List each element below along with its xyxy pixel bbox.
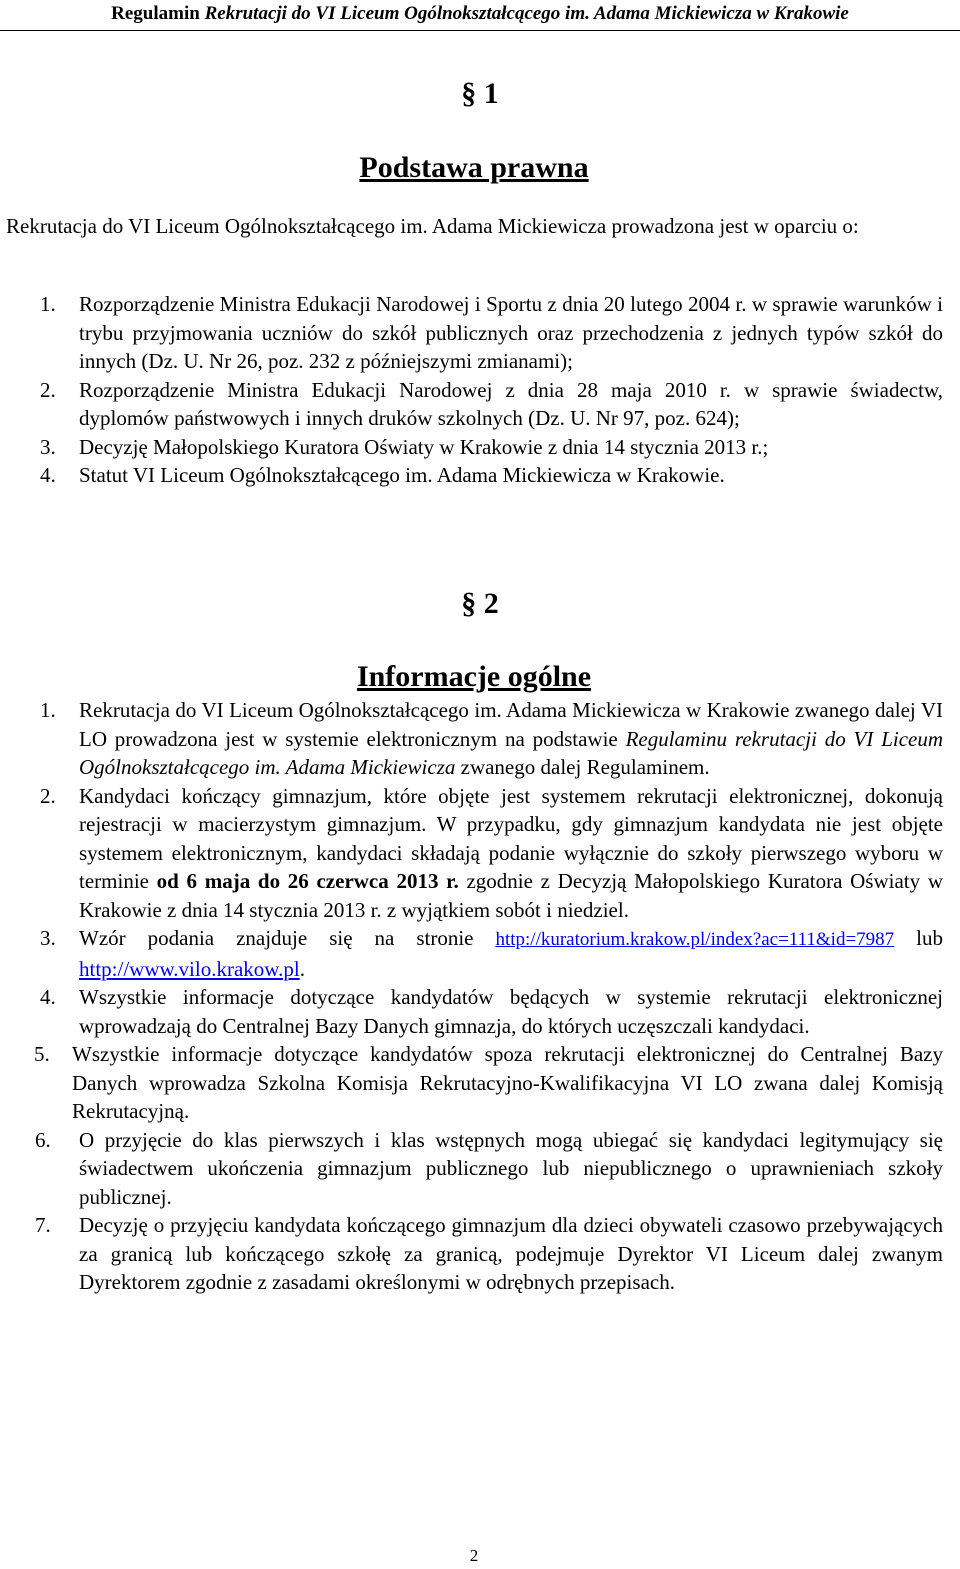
item-text: Wszystkie informacje dotyczące kandydatów spoza rekrutacji elektronicznej do Centralnej Bazy Danych wprowadza Szkolna Komisja Rekrutacyjno-Kwalifikacyjna VI LO zwana dalej Komisją Rekrutacyjną.	[72, 1042, 943, 1123]
item-text: zgodnie z Decyzją Małopolskiego Kuratora Oświaty w Krakowie z dnia 14 stycznia 2013 r. z wyjątkiem sobót i niedziel.	[79, 869, 943, 922]
kuratorium-link[interactable]: http://kuratorium.krakow.pl/index?ac=111&id=7987	[495, 929, 895, 950]
list-item	[0, 782, 943, 925]
page-number: 2	[469, 1546, 479, 1565]
item-number: 2.	[40, 783, 56, 808]
list-item	[0, 461, 943, 490]
item-number: 2.	[40, 377, 56, 402]
section-1-intro: Rekrutacja do VI Liceum Ogólnokształcącego im. Adama Mickiewicza prowadzona jest w oparciu o:	[6, 214, 859, 238]
item-number: 4.	[40, 463, 56, 487]
item-number: 1.	[40, 698, 56, 722]
item-text: Wszystkie informacje dotyczące kandydatów będących w systemie rekrutacji elektronicznej wprowadzają do Centralnej Bazy Danych gimnazja, do których uczęszczali kandydaci.	[79, 985, 943, 1038]
item-text: lub	[894, 926, 943, 950]
item-number: 1.	[40, 292, 56, 316]
item-text-italic: Regulaminu rekrutacji do VI Liceum Ogólnokształcącego im. Adama Mickiewicza	[79, 726, 944, 779]
item-text: zwanego dalej Regulaminem.	[455, 755, 710, 779]
section-1-title: Podstawa prawna	[359, 151, 589, 184]
item-text: Statut VI Liceum Ogólnokształcącego im. Adama Mickiewicza w Krakowie.	[79, 463, 725, 487]
item-number: 6.	[35, 1127, 51, 1152]
item-text: O przyjęcie do klas pierwszych i klas wstępnych mogą ubiegać się kandydaci legitymujący się świadectwem ukończenia gimnazjum publicznego lub niepublicznego o uprawnieniach szkoły publicznej.	[79, 1127, 943, 1209]
list-item	[0, 290, 943, 376]
list-item	[0, 1040, 943, 1126]
list-item	[0, 1126, 943, 1212]
item-text: Decyzję o przyjęciu kandydata kończącego gimnazjum dla dzieci obywateli czasowo przebywających za granicą lub kończącego szkołę za granicą, podejmuje Dyrektor VI Liceum dalej zwanym Dyrektorem zgodnie z zasadami określonymi w odrębnych przepisach.	[79, 1213, 943, 1294]
header-title: Rekrutacji do VI Liceum Ogólnokształcącego im. Adama Mickiewicza w Krakowie	[204, 3, 849, 24]
list-item	[0, 433, 943, 462]
item-text: Rekrutacja do VI Liceum Ogólnokształcącego im. Adama Mickiewicza w Krakowie zwanego dalej VI LO prowadzona jest w systemie elektronicznym na podstawie	[79, 698, 943, 751]
item-number: 4.	[40, 985, 56, 1009]
item-text: Rozporządzenie Ministra Edukacji Narodowej i Sportu z dnia 20 lutego 2004 r. w sprawie warunków i trybu przyjmowania uczniów do szkół publicznych oraz przechodzenia z jednych typów szkół do innych (Dz. U. Nr 26, poz. 232 z późniejszymi zmianami);	[79, 292, 943, 373]
item-text-bold: od 6 maja do 26 czerwca 2013 r.	[156, 869, 459, 893]
item-number: 3.	[40, 926, 56, 950]
item-text: Rozporządzenie Ministra Edukacji Narodowej z dnia 28 maja 2010 r. w sprawie świadectw, dyplomów państwowych i innych druków szkolnych (Dz. U. Nr 97, poz. 624);	[79, 377, 943, 430]
item-text: Kandydaci kończący gimnazjum, które objęte jest systemem rekrutacji elektronicznej, dokonują rejestracji w macierzystym gimnazjum. W przypadku, gdy gimnazjum kandydata nie jest objęte systemem elektronicznym, kandydaci składają podanie wyłącznie do szkoły pierwszego wyboru w terminie	[79, 783, 943, 893]
list-item	[0, 696, 943, 782]
item-text: .	[299, 956, 305, 981]
section-2-title: Informacje ogólne	[356, 660, 592, 693]
header-prefix: Regulamin	[111, 3, 205, 24]
school-website-link[interactable]: http://www.vilo.krakow.pl	[79, 956, 300, 981]
item-number: 7.	[35, 1213, 51, 1237]
general-info-list	[0, 696, 960, 1297]
item-number: 5.	[34, 1042, 50, 1066]
section-2-number: § 2	[461, 587, 499, 620]
list-item	[0, 983, 943, 1040]
running-header	[0, 0, 960, 31]
list-item	[0, 924, 943, 983]
list-item	[0, 1211, 943, 1297]
item-text: Wzór podania znajduje się na stronie	[79, 926, 496, 950]
item-text: Decyzję Małopolskiego Kuratora Oświaty w Krakowie z dnia 14 stycznia 2013 r.;	[79, 434, 769, 459]
legal-basis-list	[0, 290, 960, 490]
section-1-number: § 1	[461, 77, 499, 110]
item-number: 3.	[40, 434, 56, 459]
list-item	[0, 376, 943, 433]
